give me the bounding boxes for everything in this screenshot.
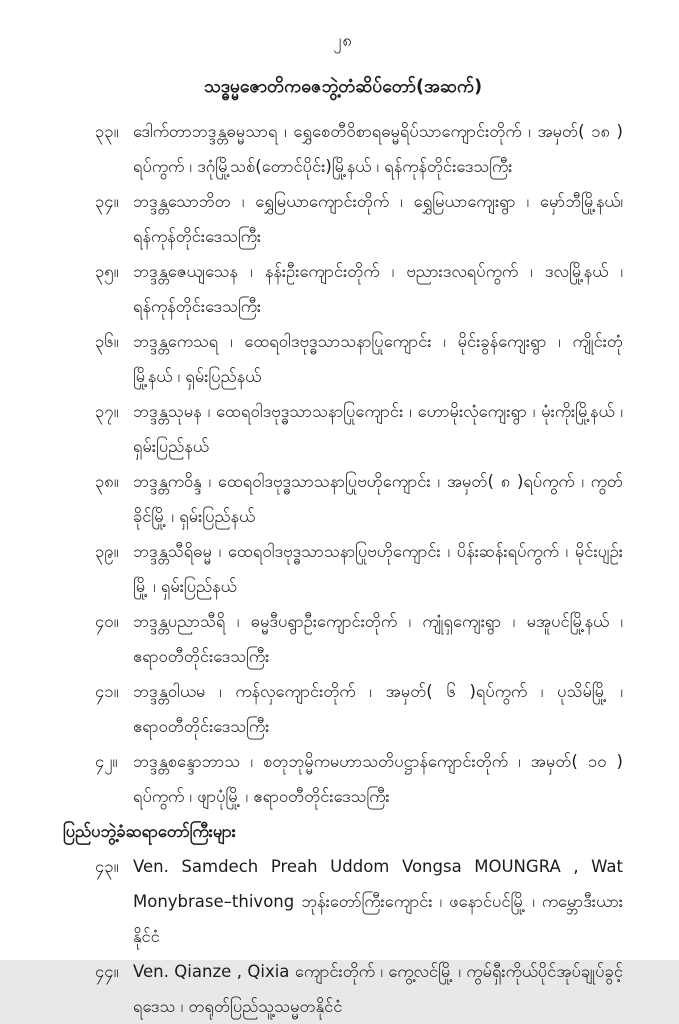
item-text: ဘဒ္ဒန္တပညာသီရိ ၊ ဓမ္မဒီပရွာဦးကျောင်းတိုက် ၊ ကျုံရှကျေးရွာ ၊ မအူပင်မြို့နယ် ၊ ဧရာဝတီတိုင်းဒေသကြီး — [133, 612, 623, 666]
item-number: ၄၃။ — [95, 857, 119, 876]
list-item — [95, 744, 623, 814]
list-item — [95, 464, 623, 534]
item-text: ဘဒ္ဒန္တကဝိန္ဒ ၊ ထေရဝါဒဗုဒ္ဓသာသနာပြုဗဟိုကျောင်း ၊ အမှတ်( ၈ )ရပ်ကွက် ၊ ကွတ်ခိုင်မြို့ ၊ ရှမ်းပြည်နယ် — [133, 472, 623, 526]
item-number: ၃၃။ — [95, 122, 119, 141]
list-item — [95, 849, 623, 954]
list-item — [95, 534, 623, 604]
page-number: ၂၈ — [333, 31, 353, 50]
item-number: ၃၇။ — [95, 402, 119, 421]
item-text: ဘဒ္ဒန္တစန္ဒောဘာသ ၊ စတုဘုမ္မိကမဟာသတိပဋ္ဌာန်ကျောင်းတိုက် ၊ အမှတ်( ၁၀ ) ရပ်ကွက် ၊ ဖျာပုံမြို့ ၊ ဧရာဝတီတိုင်းဒေသကြီး — [133, 752, 623, 806]
item-number: ၃၈။ — [95, 472, 119, 491]
item-text: ဘဒ္ဒန္တဝါယမ ၊ ကန်လှကျောင်းတိုက် ၊ အမှတ်( ၆ )ရပ်ကွက် ၊ ပုသိမ်မြို့ ၊ ဧရာဝတီတိုင်းဒေသကြီး — [133, 682, 623, 736]
list-item — [95, 254, 623, 324]
item-number: ၄၂။ — [95, 752, 118, 771]
list-item — [95, 604, 623, 674]
list-item — [95, 394, 623, 464]
item-number: ၃၉။ — [95, 542, 119, 561]
page-title: သဒ္ဓမ္မဇောတိကဓဇဘွဲ့တံဆိပ်တော်(အဆက်) — [203, 77, 483, 97]
item-text: ဘဒ္ဒန္တသောဘိတ ၊ ရွှေမြယာကျောင်းတိုက် ၊ ရွှေမြယာကျေးရွာ ၊ မှော်ဘီမြို့နယ်၊ ရန်ကုန်တိုင်းဒေသကြီး — [133, 192, 623, 246]
item-number: ၄၀။ — [95, 612, 119, 631]
item-text: Ven. Qianze , Qixia ကျောင်းတိုက် ၊ ကွေ့လင်မြို့ ၊ ကွမ်ရှီးကိုယ်ပိုင်အုပ်ချုပ်ခွင့်ရဒေသ ၊ တရုတ်ပြည်သူ့သမ္မတနိုင်ငံ — [133, 962, 623, 1016]
list-item — [95, 324, 623, 394]
item-text: ဘဒ္ဒန္တသုမန ၊ ထေရဝါဒဗုဒ္ဓသာသနာပြုကျောင်း ၊ ဟောမိုးလုံကျေးရွာ ၊ မုံးကိုးမြို့နယ် ၊ ရှမ်းပြည်နယ် — [133, 402, 623, 456]
list-item — [95, 674, 623, 744]
item-text: ဘဒ္ဒန္တကေသရ ၊ ထေရဝါဒဗုဒ္ဓသာသနာပြုကျောင်း ၊ မိုင်းခွန်ကျေးရွာ ၊ ကျိုင်းတုံမြို့နယ် ၊ ရှမ်းပြည်နယ် — [133, 332, 623, 386]
item-number: ၄၁။ — [95, 682, 119, 701]
list-item — [95, 184, 623, 254]
list-item — [95, 954, 623, 1024]
item-text: Ven. Samdech Preah Uddom Vongsa MOUNGRA , Wat Monybrase–thivong ဘုန်းတော်ကြီးကျောင်း ၊ ဖနောင်ပင်မြို့ ၊ ကမ္ဘောဒီးယားနိုင်ငံ — [133, 857, 623, 946]
item-number: ၃၅။ — [95, 262, 119, 281]
section-heading: ပြည်ပဘွဲ့ခံဆရာတော်ကြီးများ — [63, 822, 236, 841]
item-number: ၄၄။ — [95, 962, 119, 981]
item-number: ၃၆။ — [95, 332, 119, 351]
item-text: ဘဒ္ဒန္တသီရိဓမ္မ ၊ ထေရဝါဒဗုဒ္ဓသာသနာပြုဗဟိုကျောင်း ၊ ပိန်းဆန်းရပ်ကွက် ၊ မိုင်းပျဉ်းမြို့ ၊ ရှမ်းပြည်နယ် — [133, 542, 623, 596]
entry-list — [63, 114, 623, 1024]
list-item — [95, 114, 623, 184]
item-text: ဘဒ္ဒန္တဇေယျသေန ၊ နန်းဦးကျောင်းတိုက် ၊ ဗညားဒလရပ်ကွက် ၊ ဒလမြို့နယ် ၊ ရန်ကုန်တိုင်းဒေသကြီး — [133, 262, 623, 316]
item-text: ဒေါက်တာဘဒ္ဒန္တဓမ္မသာရ ၊ ရွှေစေတီဝိစာရဓမ္မရိပ်သာကျောင်းတိုက် ၊ အမှတ်( ၁၈ ) ရပ်ကွက် ၊ ဒဂုံမြို့သစ်(တောင်ပိုင်း)မြို့နယ် ၊ ရန်ကုန်တိုင်းဒေသကြီး — [133, 122, 623, 176]
item-number: ၃၄။ — [95, 192, 119, 211]
